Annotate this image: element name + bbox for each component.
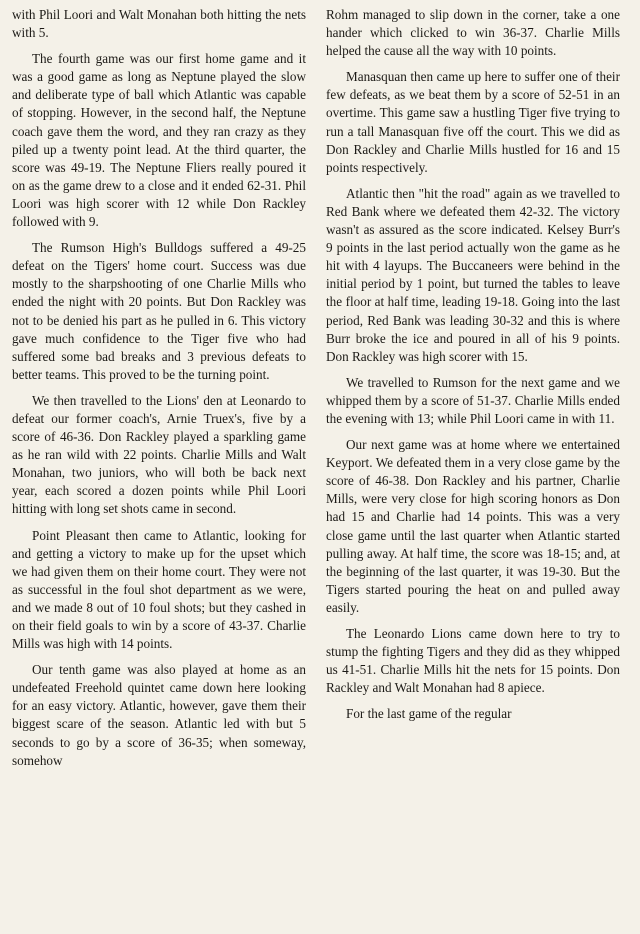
left-column: [12, 6, 306, 934]
paragraph: Our tenth game was also played at home as an undefeated Freehold quintet came down here looking for an easy victory. Atlantic, however, gave them their biggest scare of the season. Atlantic led with but 5 seconds to go by a score of 36-35; when someway, somehow: [12, 662, 306, 768]
paragraph: Rohm managed to slip down in the corner, take a one hander which clicked to win 36-37. Charlie Mills helped the cause all the way with 10 points.: [326, 7, 620, 59]
paragraph: Point Pleasant then came to Atlantic, looking for and getting a victory to make up for the upset which we had given them on their home court. They were not as successful in the foul shot department as we were, and we made 8 out of 10 foul shots; but they cashed in on their field goals to win by a score of 43-37. Charlie Mills was high with 14 points.: [12, 527, 306, 652]
paragraph: Manasquan then came up here to suffer one of their few defeats, as we beat them by a score of 52-51 in an overtime. This game saw a hustling Tiger five trying to run a tall Manasquan five off the court. This we did as Don Rackley and Charlie Mills hustled for 16 and 15 points respectively.: [326, 69, 620, 175]
paragraph: The Rumson High's Bulldogs suffered a 49-25 defeat on the Tigers' home court. Success was due mostly to the sharpshooting of one Charlie Mills who ended the night with 20 points. But Don Rackley was not to be denied his part as he pulled in 6. This victory gave much confidence to the Tiger five who had suffered some bad breaks and 3 previous defeats to better teams. This proved to be the turning point.: [12, 240, 306, 382]
paragraph: We travelled to Rumson for the next game and we whipped them by a score of 51-37. Charlie Mills ended the evening with 13; while Phil Loori came in with 11.: [326, 374, 620, 426]
paragraph: Atlantic then "hit the road" again as we travelled to Red Bank where we defeated them 42-32. The victory wasn't as assured as the score indicated. Kelsey Burr's 9 points in the last period actually won the game as he hit with 4 layups. The Buccaneers were behind in the initial period by 1 point, but turned the tables to leave the floor at half time, leading 19-18. Going into the last period, Red Bank was leading 30-32 and this is where Burr broke the ice and poured in all of his 9 points. Don Rackley was high scorer with 15.: [326, 185, 620, 364]
right-column: [326, 6, 620, 934]
paragraph: We then travelled to the Lions' den at Leonardo to defeat our former coach's, Arnie Truex's, five by a score of 46-36. Don Rackley played a sparkling game as he ran wild with 22 points. Charlie Mills and Walt Monahan, two juniors, who will both be back next year, each scored a dozen points while Phil Loori hitting with long set shots came in second.: [12, 392, 306, 517]
paragraph: Our next game was at home where we entertained Keyport. We defeated them in a very close game by the score of 46-38. Don Rackley and his partner, Charlie Mills, were very close for high scoring honors as Don had 15 and Charlie had 14 points. This was a very close game until the last quarter when Atlantic started pulling away. At half time, the score was 18-15; and, at the beginning of the last quarter, it was 19-30. But the Tigers started pouring the heat on and pulled away easily.: [326, 437, 620, 615]
paragraph: For the last game of the regular: [346, 706, 512, 722]
paragraph: The Leonardo Lions came down here to try to stump the fighting Tigers and they did as they whipped us 41-51. Charlie Mills hit the nets for 15 points. Don Rackley and Walt Monahan had 8 apiece.: [326, 626, 620, 696]
paragraph: with Phil Loori and Walt Monahan both hitting the nets with 5.: [12, 7, 306, 41]
paragraph: The fourth game was our first home game and it was a good game as long as Neptune played the slow and deliberate type of ball which Atlantic was capable of stopping. However, in the second half, the Neptune coach gave them the word, and they ran crazy as they piled up a twenty point lead. At the third quarter, the score was 49-19. The Neptune Fliers really poured it on as the game drew to a close and it ended 62-31. Phil Loori was high scorer with 12 while Don Rackley followed with 9.: [12, 51, 306, 230]
